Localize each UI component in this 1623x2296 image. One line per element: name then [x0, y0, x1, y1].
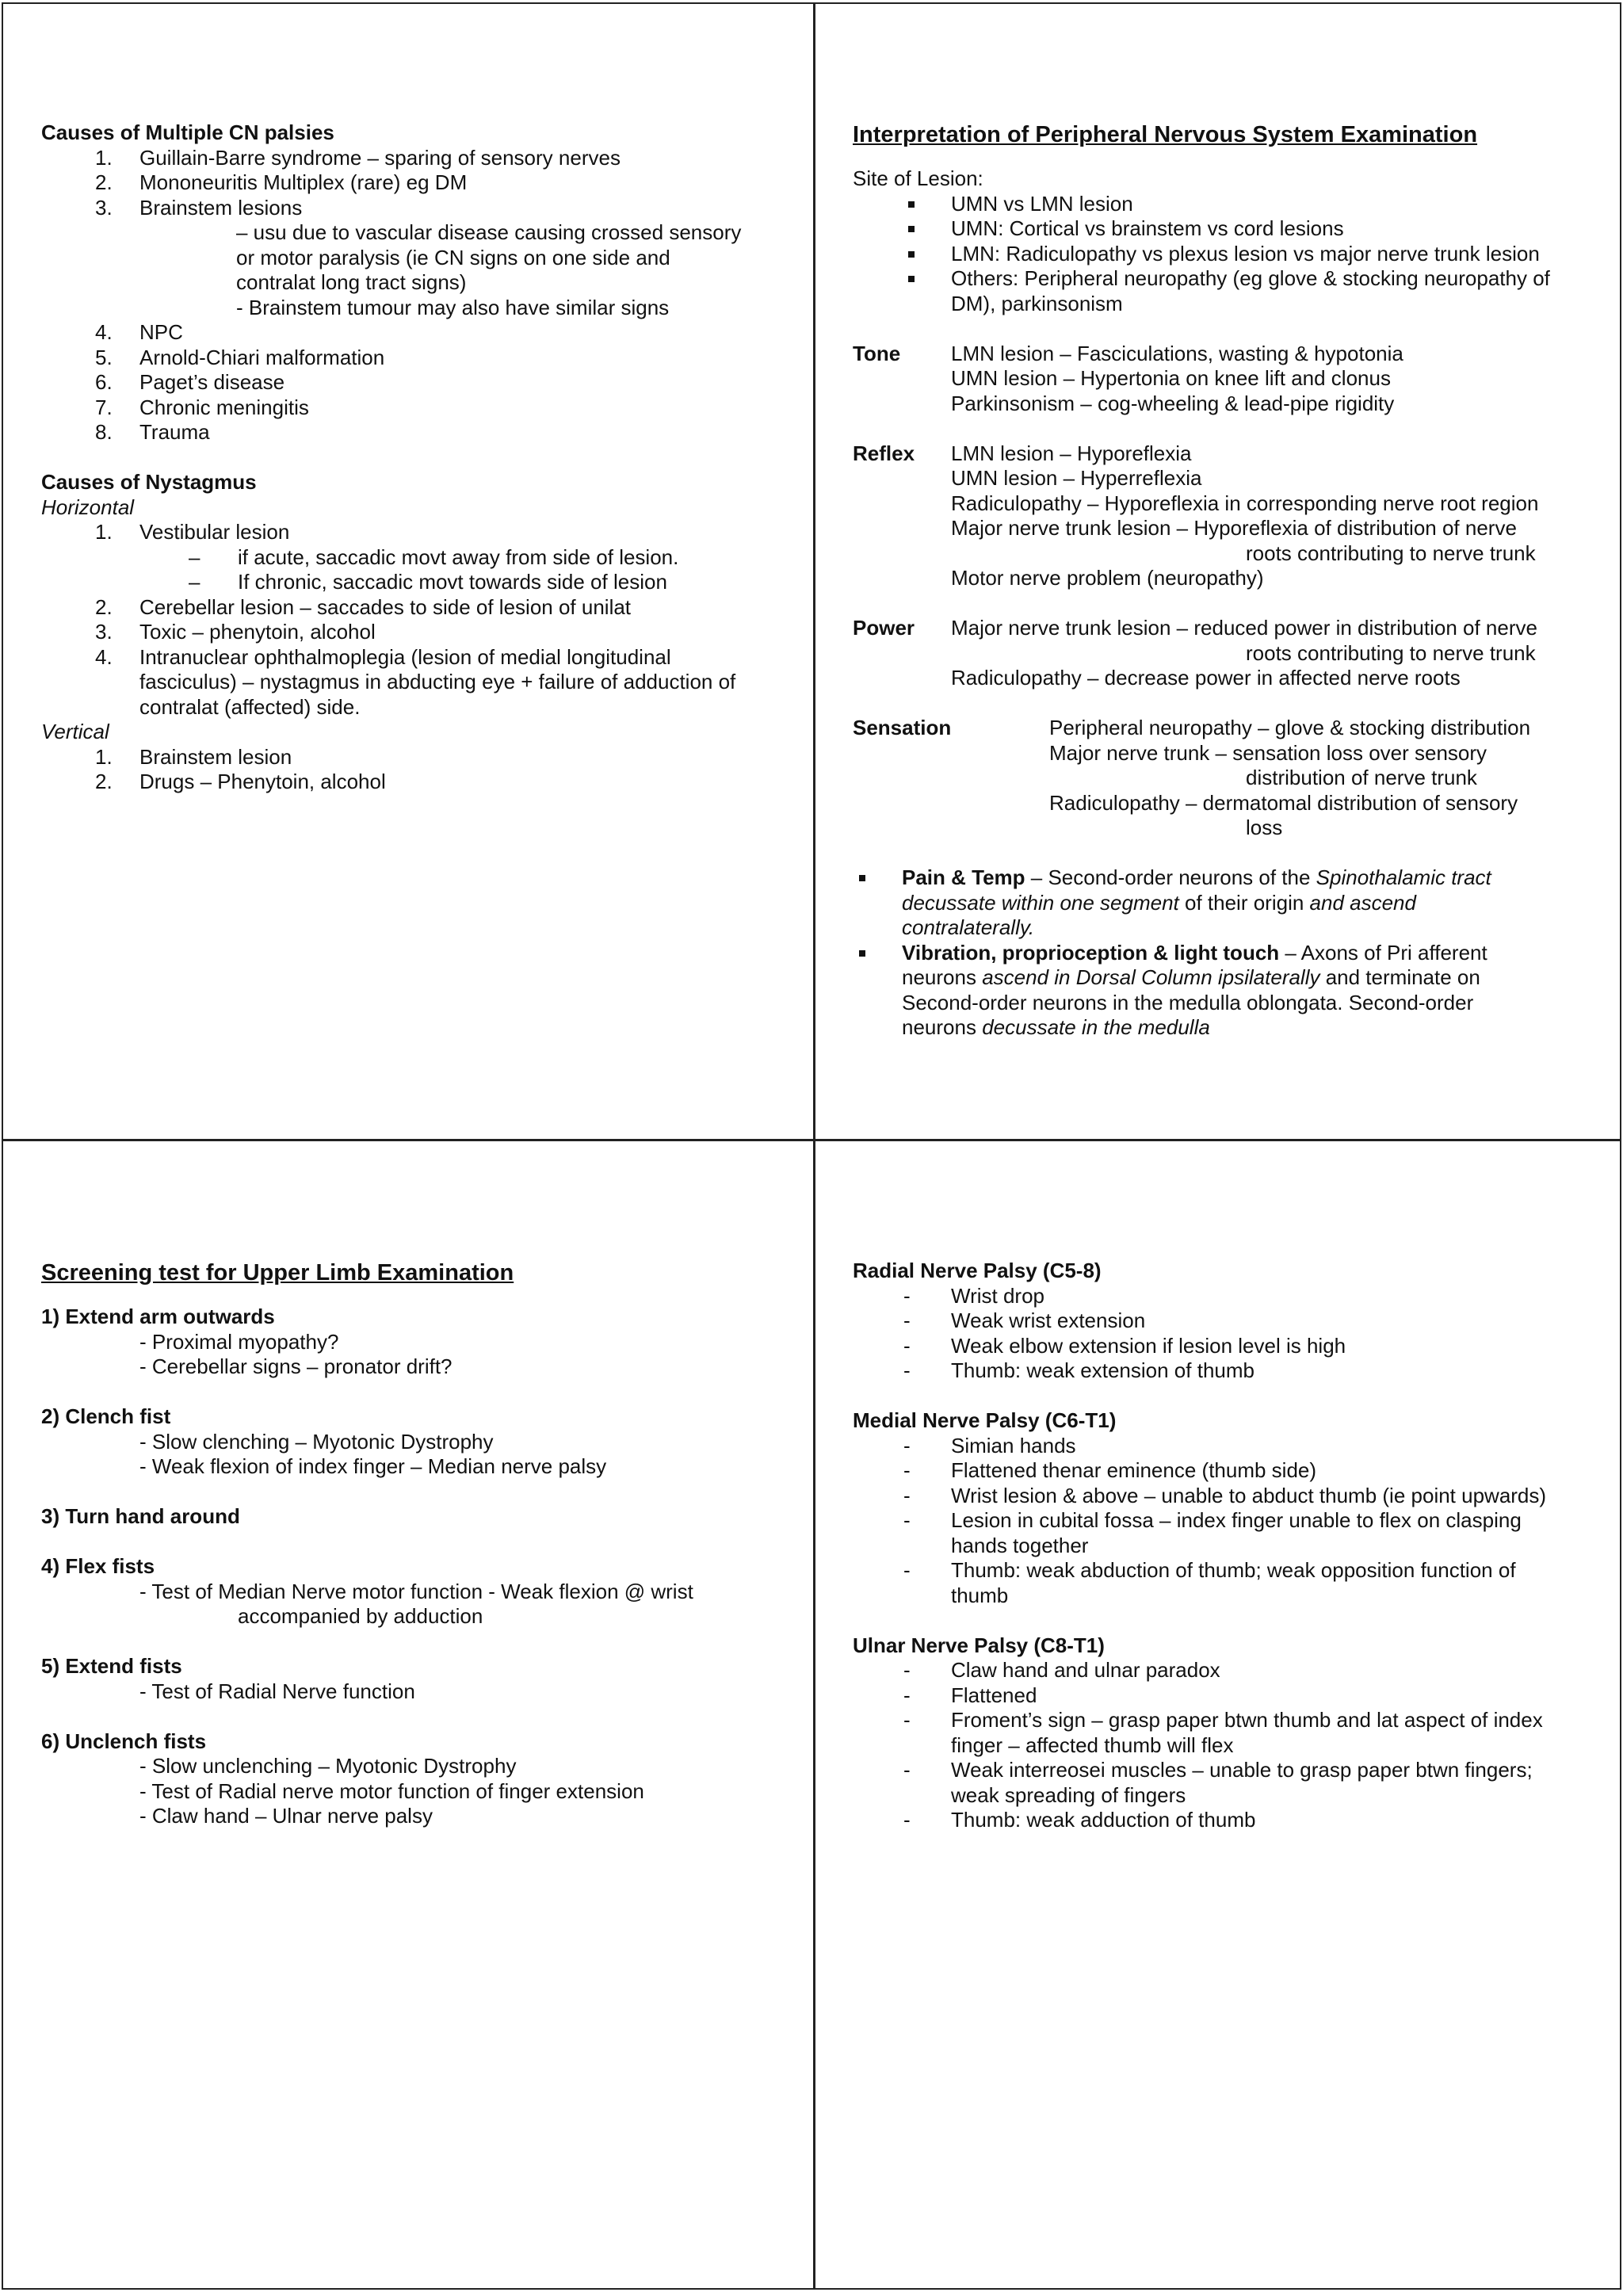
power-row: Power Major nerve trunk lesion – reduced power in distribution of nerve — [853, 616, 1537, 640]
list-item: 3. Toxic – phenytoin, alcohol — [95, 620, 376, 644]
reflex-item-continued: roots contributing to nerve trunk — [1246, 541, 1536, 565]
step-item: - Proximal myopathy? — [139, 1329, 339, 1354]
reflex-item: UMN lesion – Hyperreflexia — [951, 466, 1202, 490]
sub-text: - Brainstem tumour may also have similar signs — [236, 295, 670, 319]
step-item: - Cerebellar signs – pronator drift? — [139, 1354, 453, 1378]
list-item-continued: thumb — [951, 1583, 1009, 1607]
list-item: - Weak elbow extension if lesion level is high — [903, 1333, 1346, 1358]
list-item-continued: hands together — [951, 1533, 1089, 1557]
sub-list-item: – if acute, saccadic movt away from side of lesion. — [189, 544, 679, 569]
list-item: 7. Chronic meningitis — [95, 395, 309, 419]
list-item: - Weak interreosei muscles – unable to grasp paper btwn fingers; — [903, 1758, 1533, 1782]
sensation-item-continued: distribution of nerve trunk — [1246, 766, 1477, 789]
step-heading: 3) Turn hand around — [41, 1504, 240, 1528]
list-item: - Wrist lesion & above – unable to abduct thumb (ie point upwards) — [903, 1483, 1547, 1507]
sensation-row: Sensation Peripheral neuropathy – glove & stocking distribution — [853, 716, 1531, 739]
list-item: 4. NPC — [95, 320, 183, 344]
list-item: - Simian hands — [903, 1433, 1076, 1457]
tone-row: Tone LMN lesion – Fasciculations, wasting & hypotonia — [853, 341, 1403, 365]
list-item: - Froment’s sign – grasp paper btwn thumb and lat aspect of index — [903, 1708, 1543, 1732]
pain-temp-bullet: Pain & Temp – Second-order neurons of the Spinothalamic tract — [853, 865, 1606, 891]
list-item: 2. Drugs – Phenytoin, alcohol — [95, 770, 386, 793]
list-item: LMN: Radiculopathy vs plexus lesion vs major nerve trunk lesion — [853, 242, 1606, 267]
step-item: - Test of Median Nerve motor function - Weak flexion @ wrist — [139, 1579, 693, 1603]
step-item: - Test of Radial nerve motor function of finger extension — [139, 1778, 644, 1803]
list-item: 2. Mononeuritis Multiplex (rare) eg DM — [95, 170, 468, 194]
step-item: - Slow unclenching – Myotonic Dystrophy — [139, 1754, 517, 1778]
step-item: - Slow clenching – Myotonic Dystrophy — [139, 1429, 494, 1454]
step-heading: 1) Extend arm outwards — [41, 1305, 275, 1328]
list-item-continued: fasciculus) – nystagmus in abducting eye + failure of adduction of — [139, 670, 736, 693]
power-item: Radiculopathy – decrease power in affected nerve roots — [951, 666, 1461, 690]
site-of-lesion-label: Site of Lesion: — [853, 166, 983, 190]
power-item-continued: roots contributing to nerve trunk — [1246, 640, 1536, 665]
list-item: 2. Cerebellar lesion – saccades to side of lesion of unilat — [95, 594, 632, 619]
subheading-horizontal: Horizontal — [41, 495, 135, 519]
heading-nystagmus: Causes of Nystagmus — [41, 470, 257, 494]
step-heading: 6) Unclench fists — [41, 1729, 207, 1753]
list-item: 1. Vestibular lesion — [95, 520, 290, 544]
pain-temp-text: decussate within one segment of their origin and ascend — [902, 890, 1416, 915]
list-item: 5. Arnold-Chiari malformation — [95, 345, 385, 369]
vibration-text: neurons decussate in the medulla — [902, 1015, 1210, 1039]
list-item: - Flattened thenar eminence (thumb side) — [903, 1458, 1317, 1482]
list-item: 4. Intranuclear ophthalmoplegia (lesion of medial longitudinal — [95, 644, 671, 669]
vibration-text: Second-order neurons in the medulla oblongata. Second-order — [902, 990, 1474, 1014]
panel-cn-nystagmus — [41, 120, 794, 795]
list-item: - Flattened — [903, 1683, 1037, 1707]
sensation-item-continued: loss — [1246, 816, 1283, 839]
list-item: - Weak wrist extension — [903, 1308, 1146, 1332]
sensation-item: Major nerve trunk – sensation loss over sensory — [1049, 740, 1487, 765]
list-item: UMN: Cortical vs brainstem vs cord lesions — [853, 216, 1606, 242]
step-item: - Claw hand – Ulnar nerve palsy — [139, 1804, 433, 1828]
step-item-continued: accompanied by adduction — [238, 1604, 483, 1628]
pain-temp-text: contralaterally. — [902, 915, 1035, 939]
bullet-icon — [853, 192, 951, 217]
list-item-continued: weak spreading of fingers — [951, 1782, 1186, 1807]
horizontal-divider — [2, 1139, 1621, 1141]
step-heading: 5) Extend fists — [41, 1654, 182, 1678]
list-item-continued: DM), parkinsonism — [951, 291, 1123, 315]
tone-item: Parkinsonism – cog-wheeling & lead-pipe rigidity — [951, 391, 1395, 415]
bullet-icon — [853, 242, 951, 267]
bullet-icon — [853, 941, 902, 966]
list-item: 8. Trauma — [95, 420, 210, 444]
reflex-item: Motor nerve problem (neuropathy) — [951, 566, 1264, 590]
list-item-continued: finger – affected thumb will flex — [951, 1733, 1234, 1757]
vibration-bullet: Vibration, proprioception & light touch – Axons of Pri afferent — [853, 941, 1606, 966]
list-item: - Thumb: weak extension of thumb — [903, 1358, 1254, 1382]
vibration-text: neurons ascend in Dorsal Column ipsilaterally and terminate on — [902, 965, 1480, 989]
heading-cn-palsies: Causes of Multiple CN palsies — [41, 120, 334, 144]
heading-radial: Radial Nerve Palsy (C5-8) — [853, 1259, 1102, 1282]
bullet-icon — [853, 266, 951, 292]
step-heading: 2) Clench fist — [41, 1404, 171, 1428]
panel-nerve-palsies — [853, 1259, 1606, 1833]
bullet-icon — [853, 216, 951, 242]
sub-text: or motor paralysis (ie CN signs on one side and — [236, 245, 670, 269]
subheading-vertical: Vertical — [41, 720, 109, 743]
panel-upper-limb-screening — [41, 1259, 794, 1829]
list-item: 1. Brainstem lesion — [95, 744, 292, 769]
step-heading: 4) Flex fists — [41, 1554, 155, 1578]
list-item: 3. Brainstem lesions — [95, 195, 303, 220]
list-item: - Thumb: weak adduction of thumb — [903, 1808, 1256, 1832]
sub-text: – usu due to vascular disease causing crossed sensory — [236, 220, 742, 244]
list-item: 6. Paget’s disease — [95, 370, 285, 394]
list-item: - Thumb: weak abduction of thumb; weak opposition function of — [903, 1558, 1516, 1582]
list-item: - Wrist drop — [903, 1283, 1044, 1308]
list-item: 1. Guillain-Barre syndrome – sparing of sensory nerves — [95, 145, 621, 170]
reflex-row: Reflex LMN lesion – Hyporeflexia — [853, 441, 1192, 465]
list-item: - Lesion in cubital fossa – index finger unable to flex on clasping — [903, 1508, 1522, 1532]
vertical-divider — [813, 2, 815, 2290]
page-title: Screening test for Upper Limb Examination — [41, 1260, 514, 1286]
heading-medial: Medial Nerve Palsy (C6-T1) — [853, 1408, 1117, 1432]
list-item: UMN vs LMN lesion — [853, 192, 1606, 217]
reflex-item: Major nerve trunk lesion – Hyporeflexia of distribution of nerve — [951, 516, 1517, 540]
list-item: Others: Peripheral neuropathy (eg glove & stocking neuropathy of — [853, 266, 1606, 292]
page-title: Interpretation of Peripheral Nervous System Examination — [853, 122, 1478, 147]
step-item: - Weak flexion of index finger – Median nerve palsy — [139, 1454, 607, 1478]
list-item: - Claw hand and ulnar paradox — [903, 1658, 1220, 1682]
bullet-icon — [853, 865, 902, 891]
sensation-item: Radiculopathy – dermatomal distribution of sensory — [1049, 790, 1518, 815]
tone-item: UMN lesion – Hypertonia on knee lift and clonus — [951, 366, 1391, 390]
sub-text: contralat long tract signs) — [236, 270, 467, 294]
panel-pns-interpretation — [853, 120, 1606, 1041]
reflex-item: Radiculopathy – Hyporeflexia in corresponding nerve root region — [951, 491, 1539, 515]
heading-ulnar: Ulnar Nerve Palsy (C8-T1) — [853, 1633, 1105, 1657]
list-item-continued: contralat (affected) side. — [139, 694, 361, 719]
sub-list-item: – If chronic, saccadic movt towards side of lesion — [189, 570, 667, 594]
step-item: - Test of Radial Nerve function — [139, 1679, 415, 1703]
